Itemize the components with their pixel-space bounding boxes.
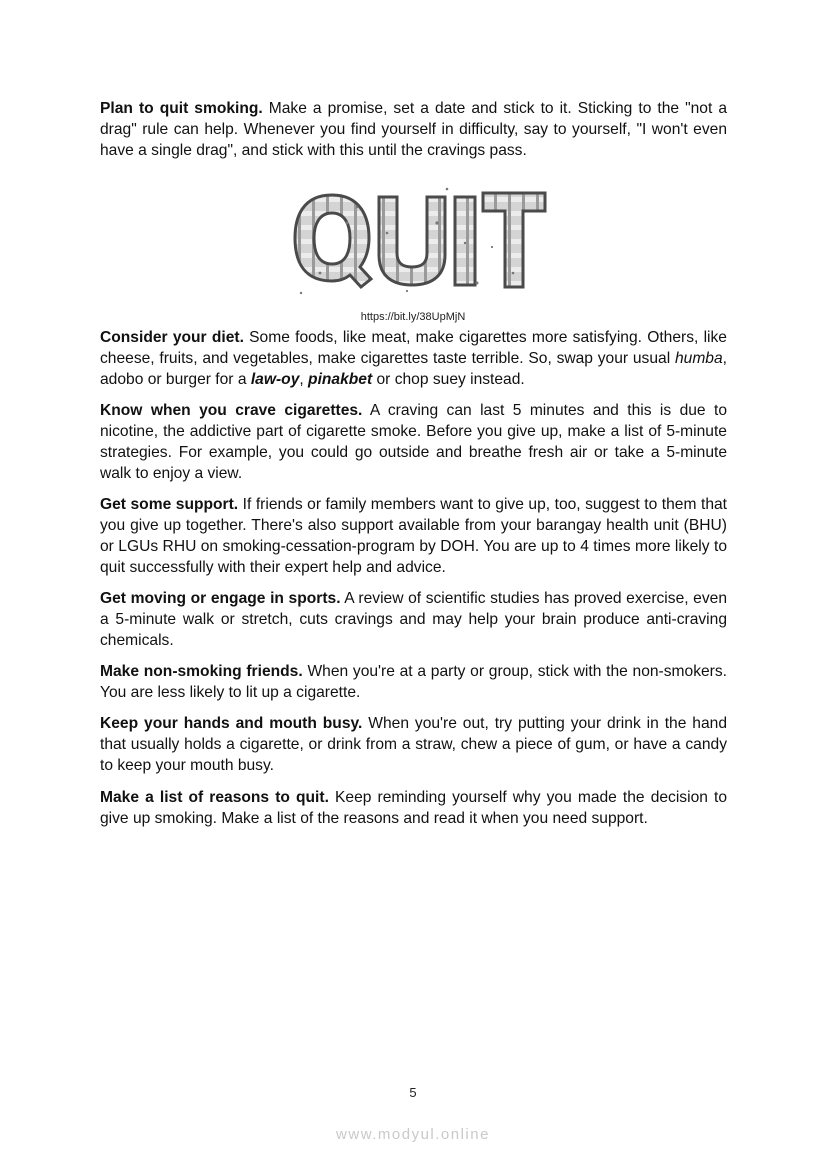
paragraph-text: , — [299, 371, 309, 388]
paragraph-text: humba — [674, 350, 723, 367]
quit-cigarette-illustration — [287, 183, 549, 301]
paragraph-heading: Get moving or engage in sports. — [100, 590, 341, 607]
paragraph-text: Keep reminding yourself why you made the decision to give up smoking. Make a list of the reasons and read it when you need support. — [100, 789, 728, 827]
quit-word-art — [287, 183, 549, 301]
paragraph-non-smoking-friends — [100, 661, 727, 703]
paragraph-text: Some foods, like meat, make cigarettes more satisfying. Others, like cheese, fruits, and vegetables, make cigarettes taste terrible. So, swap your usual — [100, 329, 727, 367]
paragraph-heading: Know when you crave cigarettes. — [100, 402, 363, 419]
paragraph-text: When you're at a party or group, stick with the non-smokers. You are less likely to lit up a cigarette. — [100, 663, 728, 701]
paragraph-heading: Make a list of reasons to quit. — [100, 789, 329, 806]
paragraph-text: law-oy — [250, 371, 300, 388]
image-source-caption: https://bit.ly/38UpMjN — [360, 311, 466, 323]
paragraph-text: Make a promise, set a date and stick to it. Sticking to the "not a drag" rule can help. Whenever you find yourself in difficulty, say to yourself, "I won't even have a single drag", and stick with this until the cravings pass. — [100, 100, 727, 159]
paragraph-heading: Make non-smoking friends. — [100, 663, 303, 680]
paragraph-text: pinakbet — [308, 371, 373, 388]
paragraph-plan-to-quit — [100, 98, 727, 161]
paragraph-text: When you're out, try putting your drink in the hand that usually holds a cigarette, or drink from a straw, chew a piece of gum, or have a candy to keep your mouth busy. — [100, 715, 727, 774]
paragraph-heading: Get some support. — [100, 496, 239, 513]
paragraph-heading: Consider your diet. — [100, 329, 244, 346]
paragraph-text: A craving can last 5 minutes and this is due to nicotine, the addictive part of cigarette smoke. Before you give up, make a list of 5-minute strategies. For example, you could go outside and breathe fresh air or take a 5-minute walk to enjoy a view. — [100, 402, 727, 482]
paragraph-text: or chop suey instead. — [372, 371, 525, 388]
paragraph-list-of-reasons — [100, 787, 727, 829]
page-number: 5 — [409, 1085, 417, 1100]
paragraph-hands-mouth-busy — [100, 713, 727, 776]
paragraph-text: If friends or family members want to give up, too, suggest to them that you give up together. There's also support available from your barangay health unit (BHU) or LGUs RHU on smoking-cessation-program by DOH. You are up to 4 times more likely to quit successfully with their expert help and advice. — [100, 496, 727, 576]
paragraph-get-moving — [100, 588, 727, 651]
paragraph-heading: Plan to quit smoking. — [100, 100, 263, 117]
paragraph-heading: Keep your hands and mouth busy. — [100, 715, 363, 732]
paragraph-text: , adobo or burger for a — [100, 350, 727, 388]
paragraph-know-cravings — [100, 400, 727, 484]
paragraph-consider-diet — [100, 327, 727, 390]
paragraph-get-support — [100, 494, 727, 578]
paragraph-text: A review of scientific studies has proved exercise, even a 5-minute walk or stretch, cuts cravings and may help your brain produce anti-craving chemicals. — [100, 590, 727, 649]
watermark: www.modyul.online — [336, 1126, 490, 1143]
